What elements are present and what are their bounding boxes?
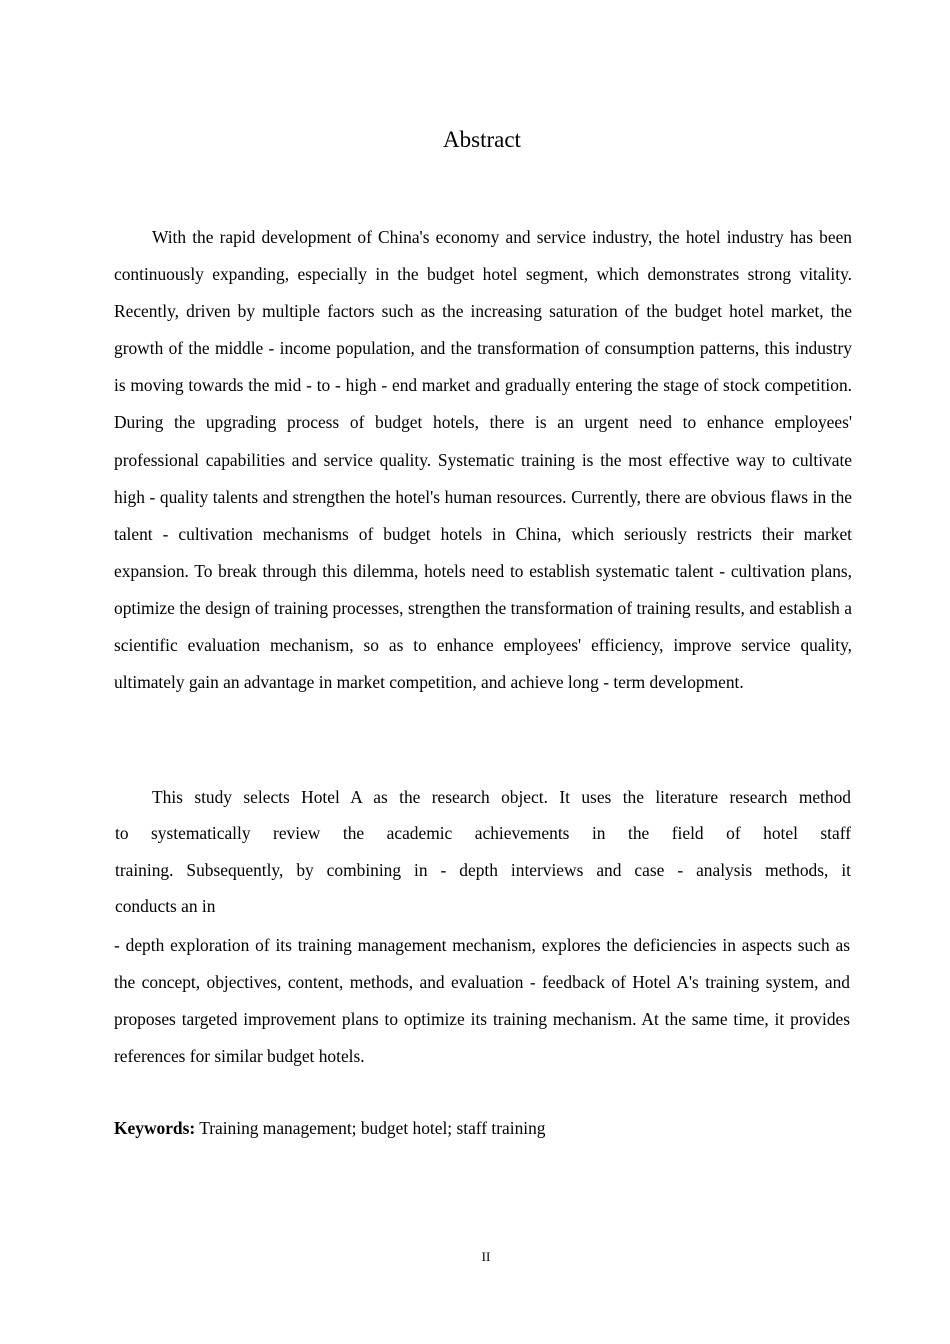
abstract-paragraph-3: - depth exploration of its training management mechanism, explores the deficiencies in aspects such as the concept, objectives, content, methods, and evaluation - feedback of Hotel A's training system, and proposes targeted improvement plans to optimize its training mechanism. At the same time, it provides references for similar budget hotels. <box>114 935 850 1067</box>
paragraph-2-line-1: This study selects Hotel A as the research object. It uses the literature research method <box>152 787 851 807</box>
paragraph-2-line-2: to systematically review the academic achievements in the field of hotel staff <box>115 823 851 844</box>
paragraph-2-line-3: training. Subsequently, by combining in - depth interviews and case - analysis methods, it <box>115 859 851 880</box>
abstract-paragraph-2 <box>115 779 851 924</box>
page-title: Abstract <box>443 127 521 152</box>
page-number: II <box>481 1249 491 1264</box>
paragraph-2-line-4: conducts an in <box>115 895 216 916</box>
keywords-label: Keywords: <box>114 1118 196 1138</box>
abstract-paragraph-1: With the rapid development of China's economy and service industry, the hotel industry has been continuously expanding, especially in the budget hotel segment, which demonstrates strong vitality. Recently, driven by multiple factors such as the increasing saturation of the budget hotel market, the growth of the middle - income population, and the transformation of consumption patterns, this industry is moving towards the mid - to - high - end market and gradually entering the stage of stock competition. During the upgrading process of budget hotels, there is an urgent need to enhance employees' professional capabilities and service quality. Systematic training is the most effective way to cultivate high - quality talents and strengthen the hotel's human resources. Currently, there are obvious flaws in the talent - cultivation mechanisms of budget hotels in China, which seriously restricts their market expansion. To break through this dilemma, hotels need to establish systematic talent - cultivation plans, optimize the design of training processes, strengthen the transformation of training results, and establish a scientific evaluation mechanism, so as to enhance employees' efficiency, improve service quality, ultimately gain an advantage in market competition, and achieve long - term development. <box>114 227 852 693</box>
keywords-line <box>114 1113 546 1143</box>
keywords-text: Training management; budget hotel; staff training <box>195 1118 546 1138</box>
